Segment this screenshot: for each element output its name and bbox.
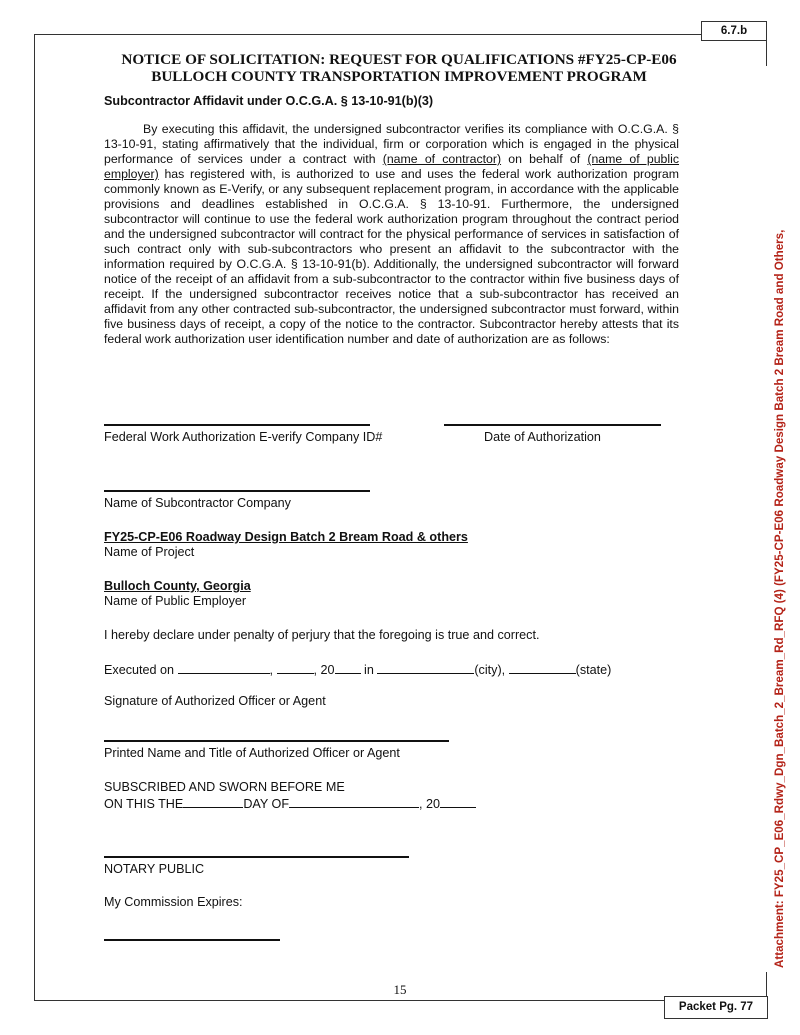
page-number: 15 bbox=[393, 982, 407, 997]
affidavit-heading: Subcontractor Affidavit under O.C.G.A. § 13-10-91(b)(3) bbox=[104, 94, 434, 108]
document-title bbox=[104, 51, 694, 85]
company-name-label: Name of Subcontractor Company bbox=[104, 496, 291, 510]
executed-on-line bbox=[104, 661, 611, 677]
packet-page-tab: Packet Pg. 77 bbox=[664, 996, 768, 1019]
commission-expires-label: My Commission Expires: bbox=[104, 895, 243, 909]
signature-label: Signature of Authorized Officer or Agent bbox=[104, 694, 326, 708]
title-line-2: BULLOCH COUNTY TRANSPORTATION IMPROVEMENT PROGRAM bbox=[151, 68, 647, 85]
affidavit-paragraph bbox=[104, 122, 679, 347]
perjury-declaration: I hereby declare under penalty of perjury that the foregoing is true and correct. bbox=[104, 628, 540, 642]
executed-day-field[interactable] bbox=[277, 661, 314, 674]
city-label: (city), bbox=[474, 663, 506, 677]
sworn-line-2 bbox=[104, 795, 476, 811]
authorization-date-field[interactable] bbox=[444, 424, 661, 426]
affidavit-text-1: By executing this affidavit, the undersigned subcontractor verifies its compliance with O.C.G.A. § 13-10-91, stating affirmatively that the individual, firm or corporation which is engaged in the physical performance of services under a contract with bbox=[104, 122, 679, 166]
everify-id-field[interactable] bbox=[104, 424, 370, 426]
project-name-value: FY25-CP-E06 Roadway Design Batch 2 Bream Road & others bbox=[104, 530, 468, 544]
project-name-label: Name of Project bbox=[104, 545, 195, 559]
comma-sep: , bbox=[269, 663, 274, 677]
executed-date-field[interactable] bbox=[178, 661, 270, 674]
contractor-placeholder: (name of contractor) bbox=[382, 152, 502, 166]
page-border-top bbox=[34, 34, 701, 35]
commission-expires-field[interactable] bbox=[104, 939, 280, 941]
affidavit-text-3: has registered with, is authorized to use and uses the federal work authorization program commonly known as E-Verify, or any subsequent replacement program, in accordance with the applicable provisions and deadlines established in O.C.G.A. § 13-10-91. Furthermore, the undersigned subcontractor will continue to use the federal work authorization program throughout the contract period and the undersigned subcontractor will contract for the physical performance of services in satisfaction of such contract only with sub-subcontractors who present an affidavit to the subcontractor with the information required by O.C.G.A. § 13-10-91(b). Additionally, the undersigned subcontractor will forward notice of the receipt of an affidavit from a sub-subcontractor to the contractor within five business days of receipt. If the undersigned subcontractor receives notice that a sub-subcontractor has received an affidavit from any other contracted sub-subcontractor, the undersigned subcontractor must forward, within five business days of receipt, a copy of the notice to the contractor. Subcontractor hereby attests that its federal work authorization user identification number and date of authorization are as follows: bbox=[104, 167, 679, 346]
attachment-sidebar-text: Attachment: FY25_CP_E06_Rdwy_Dgn_Batch_2_Bream_Rd_RFQ (4) (FY25-CP-E06 Roadway Design Batch 2 Bream Road and Others, bbox=[773, 229, 786, 968]
year-prefix: , 20 bbox=[313, 663, 335, 677]
sworn-year-field[interactable] bbox=[440, 795, 476, 808]
company-name-field[interactable] bbox=[104, 490, 370, 492]
in-label: in bbox=[364, 663, 374, 677]
page-border-right-top bbox=[766, 40, 767, 66]
sworn-line-1: SUBSCRIBED AND SWORN BEFORE ME bbox=[104, 780, 345, 794]
authorization-date-label: Date of Authorization bbox=[484, 430, 601, 444]
executed-on-label: Executed on bbox=[104, 663, 175, 677]
state-field[interactable] bbox=[509, 661, 576, 674]
state-label: (state) bbox=[575, 663, 612, 677]
everify-id-label: Federal Work Authorization E-verify Company ID# bbox=[104, 430, 383, 444]
public-employer-label: Name of Public Employer bbox=[104, 594, 247, 608]
public-employer-value: Bulloch County, Georgia bbox=[104, 579, 251, 593]
sworn-on-label: ON THIS THE bbox=[104, 797, 184, 811]
page-border-left bbox=[34, 34, 35, 1001]
sworn-month-field[interactable] bbox=[289, 795, 419, 808]
executed-year-field[interactable] bbox=[335, 661, 361, 674]
affidavit-text-2: on behalf of bbox=[501, 152, 588, 166]
employer-placeholder: (name of public employer) bbox=[104, 152, 680, 181]
city-field[interactable] bbox=[377, 661, 474, 674]
item-number-tab: 6.7.b bbox=[701, 21, 767, 41]
title-line-1: NOTICE OF SOLICITATION: REQUEST FOR QUALIFICATIONS #FY25-CP-E06 bbox=[121, 51, 677, 68]
printed-name-label: Printed Name and Title of Authorized Officer or Agent bbox=[104, 746, 400, 760]
sworn-year-prefix: , 20 bbox=[419, 797, 441, 811]
page-border-bottom bbox=[34, 1000, 664, 1001]
sworn-day-of-label: DAY OF bbox=[243, 797, 290, 811]
printed-name-field[interactable] bbox=[104, 740, 449, 742]
notary-public-label: NOTARY PUBLIC bbox=[104, 862, 205, 876]
sworn-day-field[interactable] bbox=[183, 795, 243, 808]
notary-signature-field[interactable] bbox=[104, 856, 409, 858]
